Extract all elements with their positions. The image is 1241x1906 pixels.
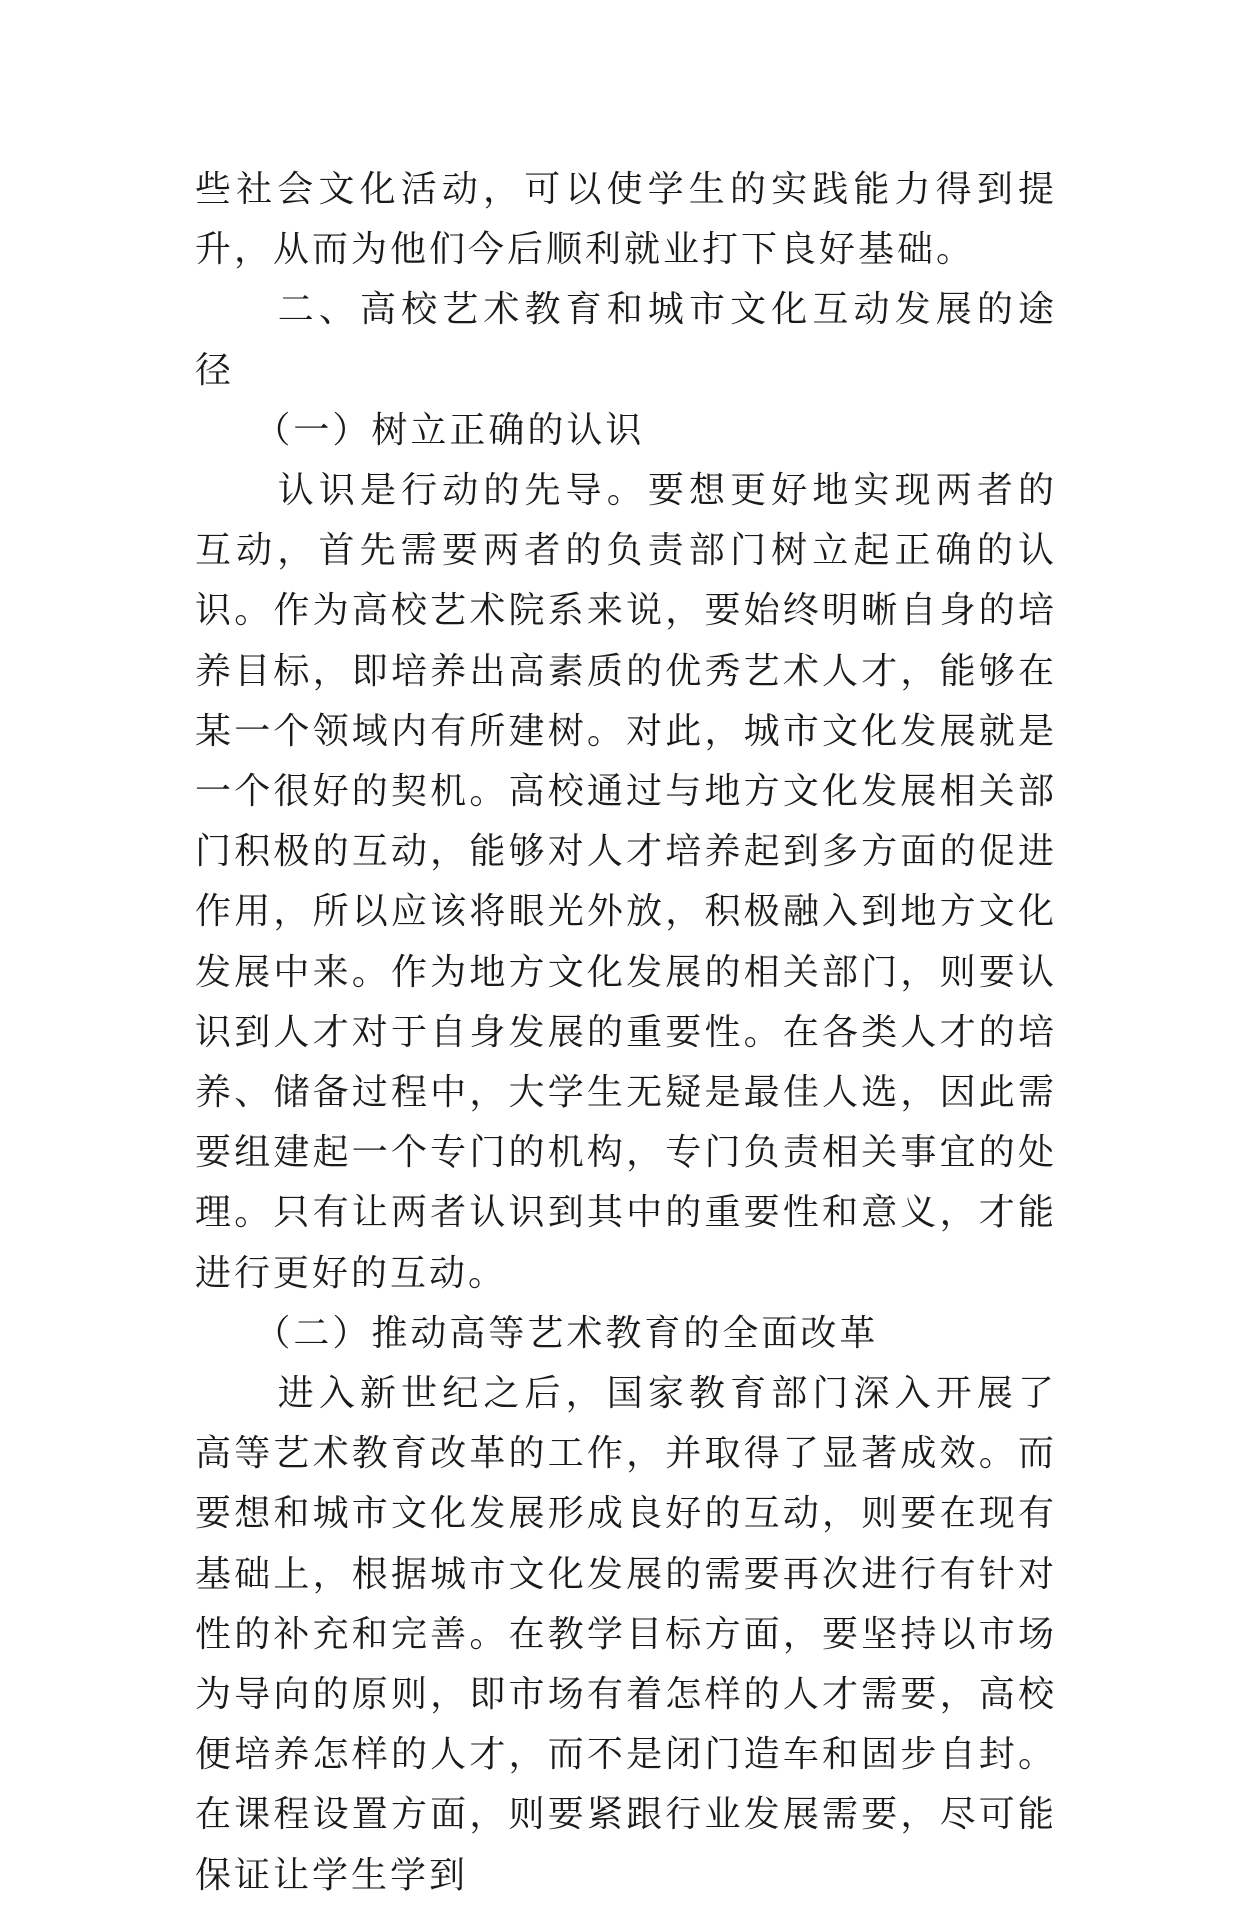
subsection-heading-2: （二）推动高等艺术教育的全面改革 bbox=[254, 1312, 879, 1354]
continuation-paragraph: 些社会文化活动，可以使学生的实践能力得到提升，从而为他们今后顺利就业打下良好基础。 bbox=[195, 169, 1057, 271]
body-paragraph-1: 认识是行动的先导。要想更好地实现两者的互动，首先需要两者的负责部门树立起正确的认识。作为高校艺术院系来说，要始终明晰自身的培养目标，即培养出高素质的优秀艺术人才，能够在某一个领域内有所建树。对此，城市文化发展就是一个很好的契机。高校通过与地方文化发展相关部门积极的互动，能够对人才培养起到多方面的促进作用，所以应该将眼光外放，积极融入到地方文化发展中来。作为地方文化发展的相关部门，则要认识到人才对于自身发展的重要性。在各类人才的培养、储备过程中，大学生无疑是最佳人选，因此需要组建起一个专门的机构，专门负责相关事宜的处理。只有让两者认识到其中的重要性和意义，才能进行更好的互动。 bbox=[195, 470, 1057, 1294]
document-body bbox=[195, 160, 1057, 1906]
section-heading: 二、高校艺术教育和城市文化互动发展的途径 bbox=[195, 289, 1057, 391]
body-paragraph-2: 进入新世纪之后，国家教育部门深入开展了高等艺术教育改革的工作，并取得了显著成效。而要想和城市文化发展形成良好的互动，则要在现有基础上，根据城市文化发展的需要再次进行有针对性的补充和完善。在教学目标方面，要坚持以市场为导向的原则，即市场有着怎样的人才需要，高校便培养怎样的人才，而不是闭门造车和固步自封。在课程设置方面，则要紧跟行业发展需要，尽可能保证让学生学到 bbox=[195, 1373, 1057, 1896]
subsection-heading-1: （一）树立正确的认识 bbox=[254, 409, 645, 451]
